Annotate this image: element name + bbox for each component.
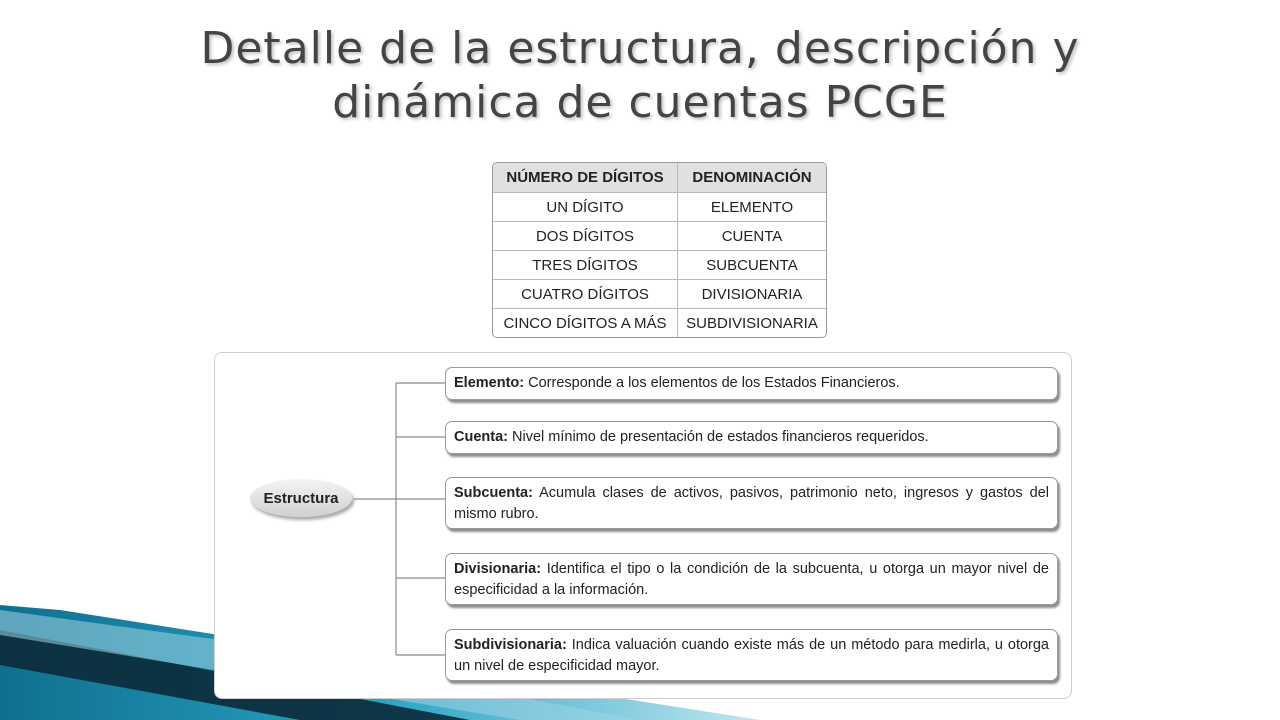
root-node-label: Estructura xyxy=(263,489,339,507)
header-digits: NÚMERO DE DÍGITOS xyxy=(493,163,678,193)
branch-description: Indica valuación cuando existe más de un método para medirla, u otorga un nivel de especificidad mayor. xyxy=(454,637,1049,674)
cell-digits: UN DÍGITO xyxy=(493,193,678,222)
branch-box-elemento xyxy=(445,367,1058,400)
branch-description: Acumula clases de activos, pasivos, patrimonio neto, ingresos y gastos del mismo rubro. xyxy=(454,485,1049,522)
cell-digits: CUATRO DÍGITOS xyxy=(493,280,678,309)
table-header-row xyxy=(493,163,826,193)
branch-term: Subdivisionaria: xyxy=(454,637,567,653)
slide-title-line-1: Detalle de la estructura, descripción y xyxy=(200,23,1080,74)
cell-denomination: SUBDIVISIONARIA xyxy=(686,314,818,332)
branch-description: Nivel mínimo de presentación de estados financieros requeridos. xyxy=(512,429,929,445)
digits-table xyxy=(492,162,827,338)
branch-term: Divisionaria: xyxy=(454,561,542,577)
branch-box-subdivisionaria xyxy=(445,629,1058,681)
branch-term: Cuenta: xyxy=(454,429,508,445)
table-row xyxy=(493,193,826,222)
table-row xyxy=(493,251,826,280)
branch-term: Subcuenta: xyxy=(454,485,533,501)
branch-box-subcuenta xyxy=(445,477,1058,529)
header-denomination: DENOMINACIÓN xyxy=(678,163,826,193)
branch-box-cuenta xyxy=(445,421,1058,454)
cell-digits: TRES DÍGITOS xyxy=(493,251,678,280)
branch-description: Identifica el tipo o la condición de la subcuenta, u otorga un mayor nivel de especificidad a la información. xyxy=(454,561,1049,598)
structure-diagram xyxy=(214,352,1072,699)
cell-denomination: SUBCUENTA xyxy=(678,251,826,280)
slide-title xyxy=(0,22,1280,130)
root-node-estructura xyxy=(250,479,352,517)
cell-denomination: CUENTA xyxy=(678,222,826,251)
branch-term: Elemento: xyxy=(454,375,525,391)
cell-denomination: ELEMENTO xyxy=(678,193,826,222)
table-row xyxy=(493,222,826,251)
branch-description: Corresponde a los elementos de los Estados Financieros. xyxy=(528,375,900,391)
cell-digits: DOS DÍGITOS xyxy=(493,222,678,251)
table-row xyxy=(493,280,826,309)
cell-denomination: DIVISIONARIA xyxy=(678,280,826,309)
slide-title-line-2: dinámica de cuentas PCGE xyxy=(332,77,948,128)
table-row xyxy=(493,309,826,337)
branch-box-divisionaria xyxy=(445,553,1058,605)
cell-digits: CINCO DÍGITOS A MÁS xyxy=(493,309,678,337)
